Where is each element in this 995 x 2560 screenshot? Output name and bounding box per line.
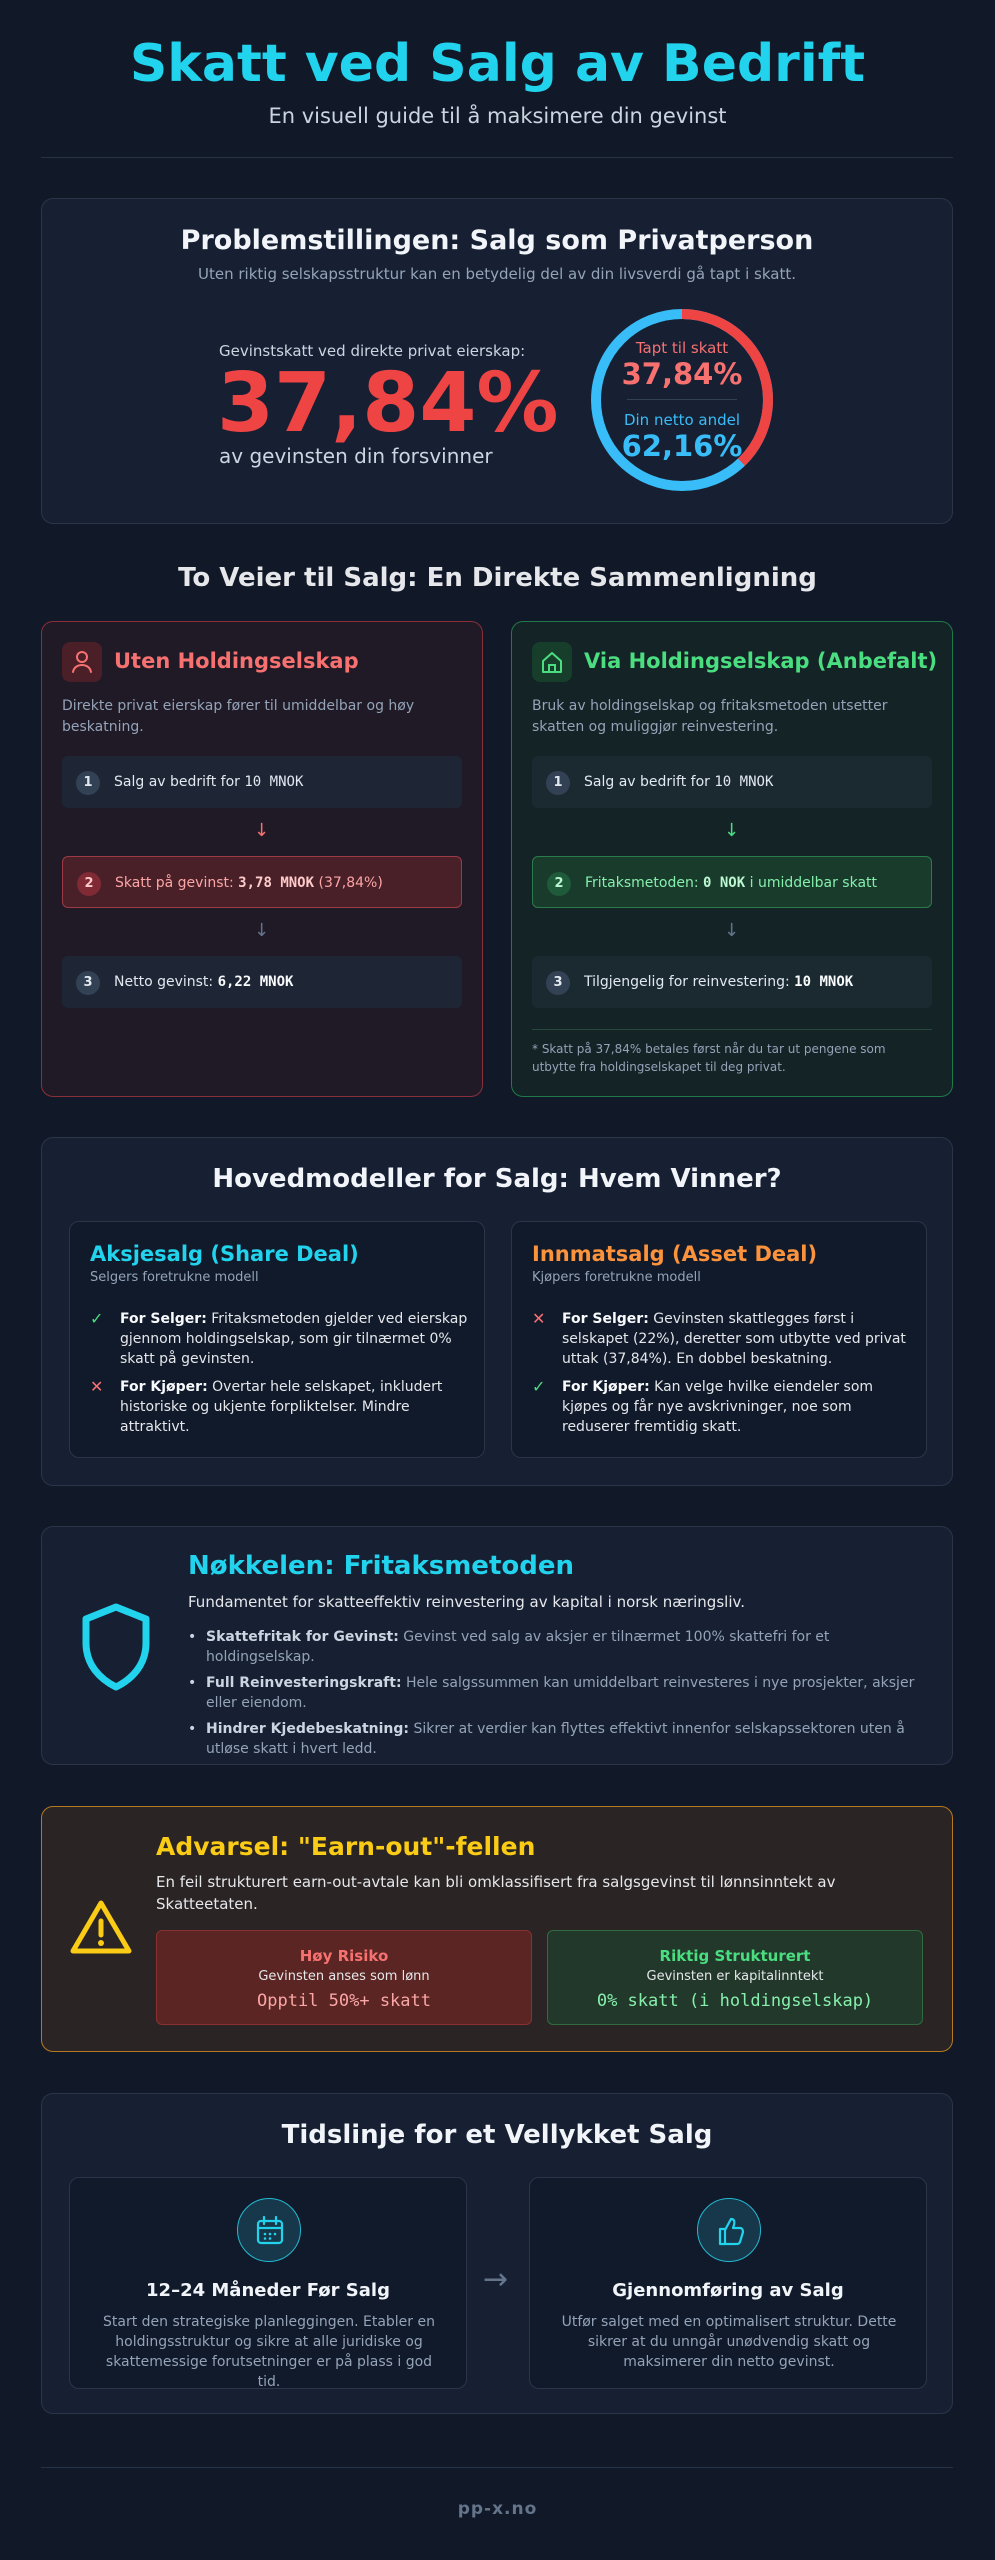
without-title: Uten Holdingselskap (114, 649, 359, 673)
thumbs-up-icon (697, 2198, 761, 2262)
warning-icon (68, 1897, 134, 1957)
list-item: • Skattefritak for Gevinst: Gevinst ved salg av aksjer er tilnærmet 100% skattefri for et holdingselskap. (188, 1627, 928, 1667)
arrow-down-icon: ↓ (724, 920, 740, 941)
step-number: 1 (76, 771, 100, 795)
check-icon: ✓ (90, 1309, 104, 1328)
safe-value: 0% skatt (i holdingselskap) (596, 1991, 874, 2011)
key-lead: Fundamentet for skatteeffektiv reinvestering av kapital i norsk næringsliv. (188, 1593, 745, 1611)
safe-desc: Gevinsten er kapitalinntekt (646, 1969, 824, 1984)
divider (532, 1029, 932, 1030)
asset-deal-card (511, 1221, 927, 1458)
divider (41, 157, 953, 158)
timeline-step-2 (529, 2177, 927, 2389)
footer-link[interactable]: pp-x.no (457, 2499, 538, 2519)
share-deal-subtitle: Selgers foretrukne modell (90, 1270, 259, 1285)
step-value: 10 MNOK (244, 774, 304, 790)
structured-box (547, 1930, 923, 2025)
step-number: 3 (76, 971, 100, 995)
timeline-step-desc: Utfør salget med en optimalisert struktur. Dette sikrer at du unngår unødvendig skatt og maksimerer din netto gevinst. (561, 2314, 897, 2370)
person-icon (62, 642, 102, 682)
donut-chart (587, 305, 777, 495)
asset-point-buyer: ✓ For Kjøper: Kan velge hvilke eiendeler som kjøpes og får nye avskrivninger, noe som reduserer fremtidig skatt. (532, 1377, 874, 1435)
tax-big-value: 37,84% (217, 356, 559, 451)
with-description: Bruk av holdingselskap og fritaksmetoden utsetter skatten og muliggjør reinvestering. (532, 698, 888, 735)
risk-value: Opptil 50%+ skatt (257, 1991, 431, 2011)
problem-title: Problemstillingen: Salg som Privatperson (180, 225, 814, 256)
tax-tail: av gevinsten din forsvinner (219, 444, 493, 468)
share-deal-card (69, 1221, 485, 1458)
comparison-title: To Veier til Salg: En Direkte Sammenligning (178, 563, 817, 593)
step-value: 6,22 MNOK (217, 974, 294, 990)
key-list (188, 1627, 928, 1765)
calendar-icon (237, 2198, 301, 2262)
warning-text: En feil strukturert earn-out-avtale kan bli omklassifisert fra salgsgevinst til lønnsinntekt av Skatteetaten. (156, 1873, 836, 1913)
risk-title: Høy Risiko (299, 1947, 389, 1965)
asset-deal-title: Innmatsalg (Asset Deal) (532, 1242, 818, 1266)
timeline-step-title: 12–24 Måneder Før Salg (146, 2280, 390, 2301)
key-title: Nøkkelen: Fritaksmetoden (188, 1551, 574, 1581)
warning-card (41, 1806, 953, 2052)
donut-divider (627, 399, 737, 400)
house-icon (532, 642, 572, 682)
problem-subtitle: Uten riktig selskapsstruktur kan en betydelig del av din livsverdi gå tapt i skatt. (198, 265, 796, 283)
step-number: 3 (546, 971, 570, 995)
list-item: • Hindrer Kjedebeskatning: Sikrer at verdier kan flyttes effektivt innenfor selskapssektoren uten å utløse skatt i hvert ledd. (188, 1719, 928, 1759)
shield-icon (78, 1601, 154, 1693)
divider (41, 2467, 953, 2468)
timeline-step-title: Gjennomføring av Salg (612, 2280, 844, 2301)
donut-lost-label: Tapt til skatt (635, 339, 729, 357)
with-step-2: 2 Fritaksmetoden: 0 NOK i umiddelbar skatt (532, 856, 932, 908)
share-deal-title: Aksjesalg (Share Deal) (90, 1242, 359, 1266)
warning-title: Advarsel: "Earn-out"-fellen (156, 1832, 536, 1861)
arrow-right-icon: → (483, 2262, 509, 2297)
page-subtitle: En visuell guide til å maksimere din gevinst (268, 104, 727, 128)
without-step-1: 1 Salg av bedrift for 10 MNOK (62, 756, 462, 808)
with-step-3: 3 Tilgjengelig for reinvestering: 10 MNOK (532, 956, 932, 1008)
tax-lead: Gevinstskatt ved direkte privat eierskap: (219, 342, 526, 360)
timeline-step-desc: Start den strategiske planleggingen. Etabler en holdingsstruktur og sikre at alle juridiske og skattemessige forutsetninger er på plass i god tid. (103, 2314, 435, 2390)
list-item: • Full Reinvesteringskraft: Hele salgssummen kan umiddelbart reinvesteres i nye prosjekter, aksjer eller eiendom. (188, 1673, 928, 1713)
step-value: 3,78 MNOK (238, 875, 315, 891)
timeline-title: Tidslinje for et Vellykket Salg (281, 2120, 713, 2150)
donut-net-label: Din netto andel (623, 411, 741, 429)
asset-deal-subtitle: Kjøpers foretrukne modell (532, 1270, 701, 1285)
step-value: 10 MNOK (794, 974, 854, 990)
models-card (41, 1137, 953, 1486)
with-footnote: * Skatt på 37,84% betales først når du tar ut pengene som utbytte fra holdingselskapet til deg privat. (532, 1042, 886, 1074)
arrow-down-icon: ↓ (724, 820, 740, 841)
donut-net-value: 62,16% (621, 429, 743, 463)
step-value: 0 NOK (703, 875, 746, 891)
timeline-step-1 (69, 2177, 467, 2389)
cross-icon: ✕ (532, 1309, 546, 1328)
models-title: Hovedmodeller for Salg: Hvem Vinner? (212, 1164, 782, 1194)
share-point-buyer: ✕ For Kjøper: Overtar hele selskapet, inkludert historiske og ukjente forpliktelser. Mindre attraktivt. (90, 1377, 443, 1435)
timeline-card (41, 2093, 953, 2414)
arrow-down-icon: ↓ (254, 820, 270, 841)
high-risk-box (156, 1930, 532, 2025)
with-title: Via Holdingselskap (Anbefalt) (584, 649, 938, 673)
step-number: 1 (546, 771, 570, 795)
without-step-2: 2 Skatt på gevinst: 3,78 MNOK (37,84%) (62, 856, 462, 908)
safe-title: Riktig Strukturert (659, 1947, 811, 1965)
asset-point-seller: ✕ For Selger: Gevinsten skattlegges først i selskapet (22%), deretter som utbytte ved privat uttak (37,84%). En dobbel beskatning. (532, 1309, 906, 1367)
without-description: Direkte privat eierskap fører til umiddelbar og høy beskatning. (62, 698, 415, 735)
step-number: 2 (77, 872, 101, 896)
key-card (41, 1526, 953, 1765)
without-holding-card (41, 621, 483, 1097)
donut-lost-value: 37,84% (621, 357, 743, 391)
page-title: Skatt ved Salg av Bedrift (129, 34, 866, 94)
arrow-down-icon: ↓ (254, 920, 270, 941)
with-holding-card (511, 621, 953, 1097)
risk-desc: Gevinsten anses som lønn (258, 1969, 430, 1984)
with-step-1: 1 Salg av bedrift for 10 MNOK (532, 756, 932, 808)
cross-icon: ✕ (90, 1377, 104, 1396)
step-value: 10 MNOK (714, 774, 774, 790)
without-step-3: 3 Netto gevinst: 6,22 MNOK (62, 956, 462, 1008)
share-point-seller: ✓ For Selger: Fritaksmetoden gjelder ved eierskap gjennom holdingselskap, som gir tilnærmet 0% skatt på gevinsten. (90, 1309, 468, 1367)
step-number: 2 (547, 872, 571, 896)
check-icon: ✓ (532, 1377, 546, 1396)
problem-card (41, 198, 953, 524)
